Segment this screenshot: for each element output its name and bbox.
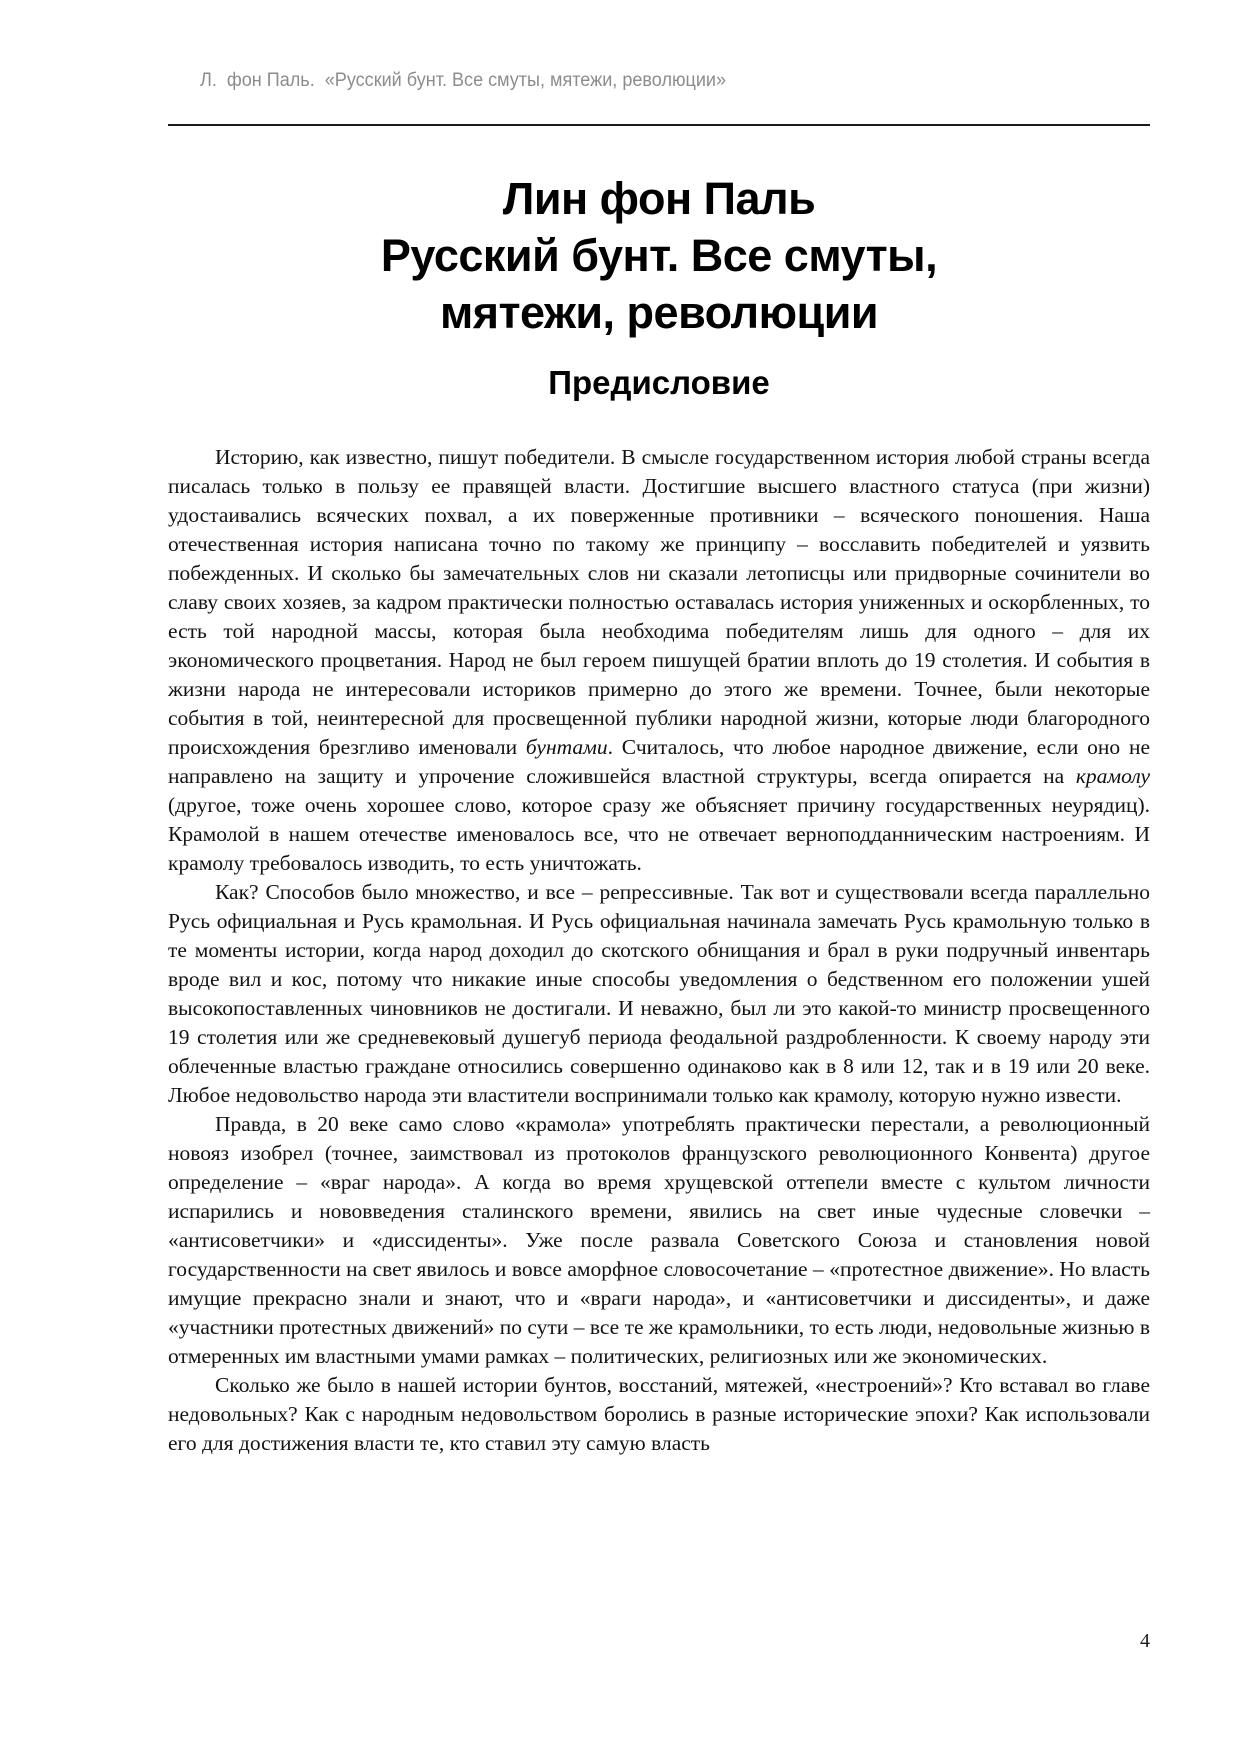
text-segment: Правда, в 20 веке само слово «крамола» употреблять практически перестали, а революционный новояз изобрел (точнее, заимствовал из протоколов французского революционного Конвента) другое определение – «враг народа». А когда во время хрущевской оттепели вместе с культом личности испарились и нововведения сталинского времени, явились на свет иные чудесные словечки – «антисоветчики» и «диссиденты». Уже после развала Советского Союза и становления новой государственности на свет явилось и вовсе аморфное словосочетание – «протестное движение». Но власть имущие прекрасно знали и знают, что и «враги народа», и «антисоветчики и диссиденты», и даже «участники протестных движений» по сути – все те же крамольники, то есть люди, недовольные жизнью в отмеренных им властными умами рамках – политических, религиозных или же экономических. [168,1112,1150,1368]
text-segment: . Считалось, что любое народное движение, если оно не направлено на защиту и упрочение сложившейся властной структуры, всегда опирается на [168,735,1150,788]
author-name: Лин фон Паль [502,173,816,224]
paragraph [168,1371,1150,1458]
running-title: Л. фон Паль. «Русский бунт. Все смуты, мятежи, революции» [199,70,726,91]
page-header [168,48,1150,126]
paragraph [168,1110,1150,1371]
paragraph [168,443,1150,878]
paragraph [168,878,1150,1110]
italic-term: крамолу [1075,764,1150,788]
section-heading: Предисловие [548,364,770,401]
text-segment: (другое, тоже очень хорошее слово, которое сразу же объясняет причину государственных неурядиц). Крамолой в нашем отечестве именовалось все, что не отвечает верноподданническим настроениям. И крамолу требовалось изводить, то есть уничтожать. [168,793,1150,875]
title-line-2: мятежи, революции [439,287,879,338]
body-text [168,443,1150,1458]
text-segment: Сколько же было в нашей истории бунтов, восстаний, мятежей, «нестроений»? Кто вставал во главе недовольных? Как с народным недовольством боролись в разные исторические эпохи? Как использовали его для достижения власти те, кто ставил эту самую власть [168,1373,1150,1455]
text-segment: Как? Способов было множество, и все – репрессивные. Так вот и существовали всегда параллельно Русь официальная и Русь крамольная. И Русь официальная начинала замечать Русь крамольную только в те моменты истории, когда народ доходил до скотского обнищания и брал в руки подручный инвентарь вроде вил и кос, потому что никакие иные способы уведомления о бедственном его положении ушей высокопоставленных чиновников не достигали. И неважно, был ли это какой-то министр просвещенного 19 столетия или же средневековый душегуб периода феодальной раздробленности. К своему народу эти облеченные властью граждане относились совершенно одинаково как в 8 или 12, так и в 19 или 20 веке. Любое недовольство народа эти властители воспринимали только как крамолу, которую нужно извести. [168,880,1150,1107]
book-title [168,170,1150,341]
page-number: 4 [1140,1630,1150,1652]
italic-term: бунтами [525,735,608,759]
content-area [168,48,1150,1458]
text-segment: Историю, как известно, пишут победители. В смысле государственном история любой страны всегда писалась только в пользу ее правящей власти. Достигшие высшего властного статуса (при жизни) удостаивались всяческих похвал, а их поверженные противники – всяческого поношения. Наша отечественная история написана точно по такому же принципу – восславить победителей и уязвить побежденных. И сколько бы замечательных слов ни сказали летописцы или придворные сочинители во славу своих хозяев, за кадром практически полностью оставалась история униженных и оскорбленных, то есть той народной массы, которая была необходима победителям лишь для одного – для их экономического процветания. Народ не был героем пишущей братии вплоть до 19 столетия. И события в жизни народа не интересовали историков примерно до этого же времени. Точнее, были некоторые события в той, неинтересной для просвещенной публики народной жизни, которые люди благородного происхождения брезгливо именовали [168,445,1150,759]
title-line-1: Русский бунт. Все смуты, [380,230,938,281]
